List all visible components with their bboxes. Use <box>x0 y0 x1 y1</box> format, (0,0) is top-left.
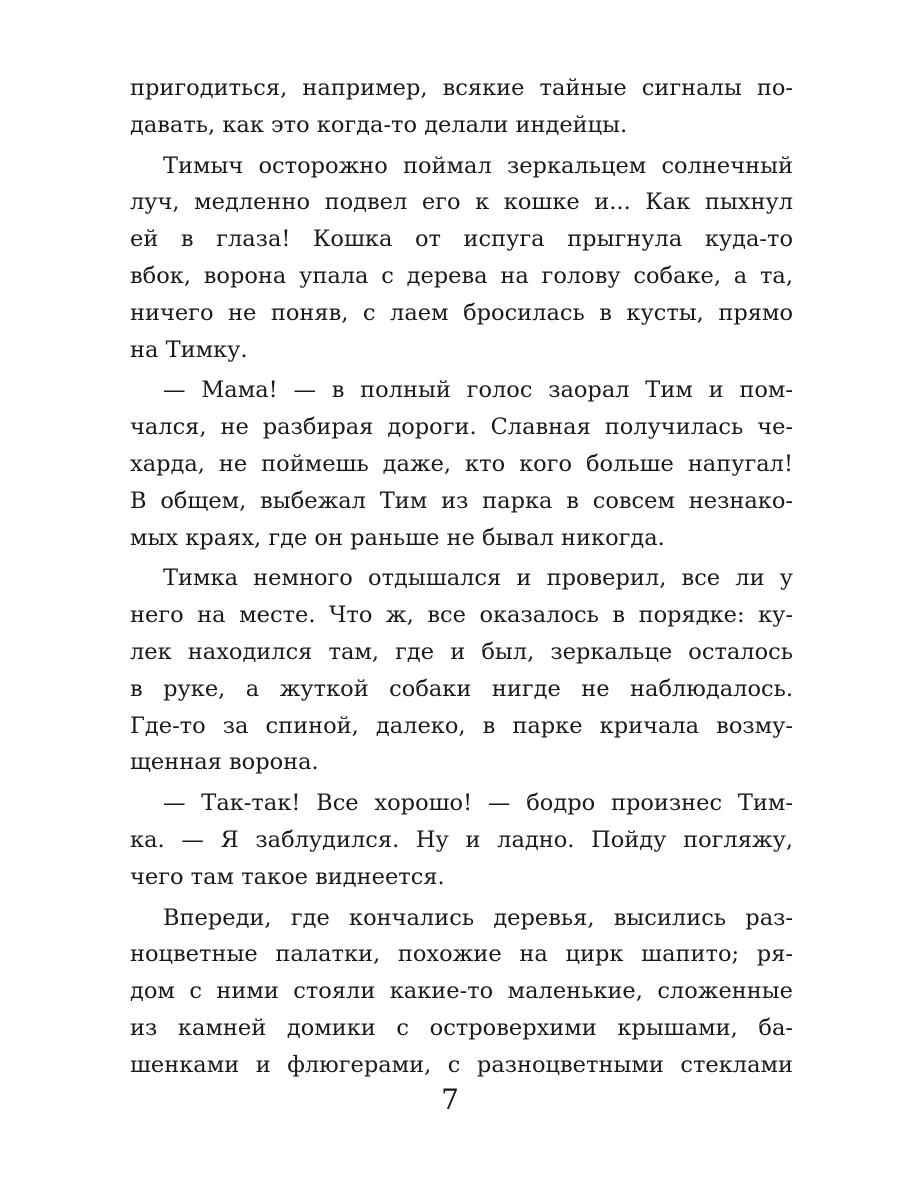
paragraph <box>130 785 793 895</box>
body-text <box>130 70 793 1088</box>
text-line: него на месте. Что ж, все оказалось в порядке: ку- <box>130 602 793 629</box>
paragraph <box>130 70 793 144</box>
text-line: чего там такое виднеется. <box>130 863 445 890</box>
text-line: харда, не поймешь даже, кто кого больше напугал! <box>130 450 793 477</box>
text-line: луч, медленно подвел его к кошке и... Как пыхнул <box>130 189 793 216</box>
text-line: чался, не разбирая дороги. Славная получилась че- <box>130 414 793 441</box>
page-number: 7 <box>441 1083 459 1116</box>
paragraph <box>130 372 793 556</box>
text-line: ничего не поняв, с лаем бросилась в кусты, прямо <box>130 299 793 326</box>
text-line: лек находился там, где и был, зеркальце осталось <box>130 638 793 665</box>
text-line: в руке, а жуткой собаки нигде не наблюдалось. <box>130 675 793 702</box>
text-line: мых краях, где он раньше не бывал никогда. <box>130 524 665 551</box>
text-line: пригодиться, например, всякие тайные сигналы по- <box>130 75 793 101</box>
paragraph <box>130 560 793 781</box>
paragraph <box>130 148 793 369</box>
text-line: ей в глаза! Кошка от испуга прыгнула куда-то <box>130 226 793 253</box>
text-line: Тимка немного отдышался и проверил, все ли у <box>163 565 793 592</box>
text-line: Впереди, где кончались деревья, высились раз- <box>163 904 793 931</box>
text-line: шенками и флюгерами, с разноцветными стеклами <box>130 1051 793 1078</box>
text-line: щенная ворона. <box>130 749 319 776</box>
text-line: — Так-так! Все хорошо! — бодро произнес Тим- <box>163 790 793 817</box>
text-line: В общем, выбежал Тим из парка в совсем незнако- <box>130 487 793 514</box>
text-line: ноцветные палатки, похожие на цирк шапито; ря- <box>130 941 793 968</box>
text-line: вбок, ворона упала с дерева на голову собаке, а та, <box>130 262 793 289</box>
paragraph <box>130 900 793 1084</box>
text-line: ка. — Я заблудился. Ну и ладно. Пойду погляжу, <box>130 826 793 853</box>
text-line: давать, как это когда-то делали индейцы. <box>130 111 628 138</box>
text-line: дом с ними стояли какие-то маленькие, сложенные <box>130 978 793 1005</box>
text-line: из камней домики с островерхими крышами, ба- <box>130 1014 793 1041</box>
text-line: на Тимку. <box>130 336 248 363</box>
text-line: Тимыч осторожно поймал зеркальцем солнечный <box>163 152 793 179</box>
text-line: — Мама! — в полный голос заорал Тим и пом- <box>163 377 793 404</box>
text-line: Где-то за спиной, далеко, в парке кричала возму- <box>130 712 793 739</box>
